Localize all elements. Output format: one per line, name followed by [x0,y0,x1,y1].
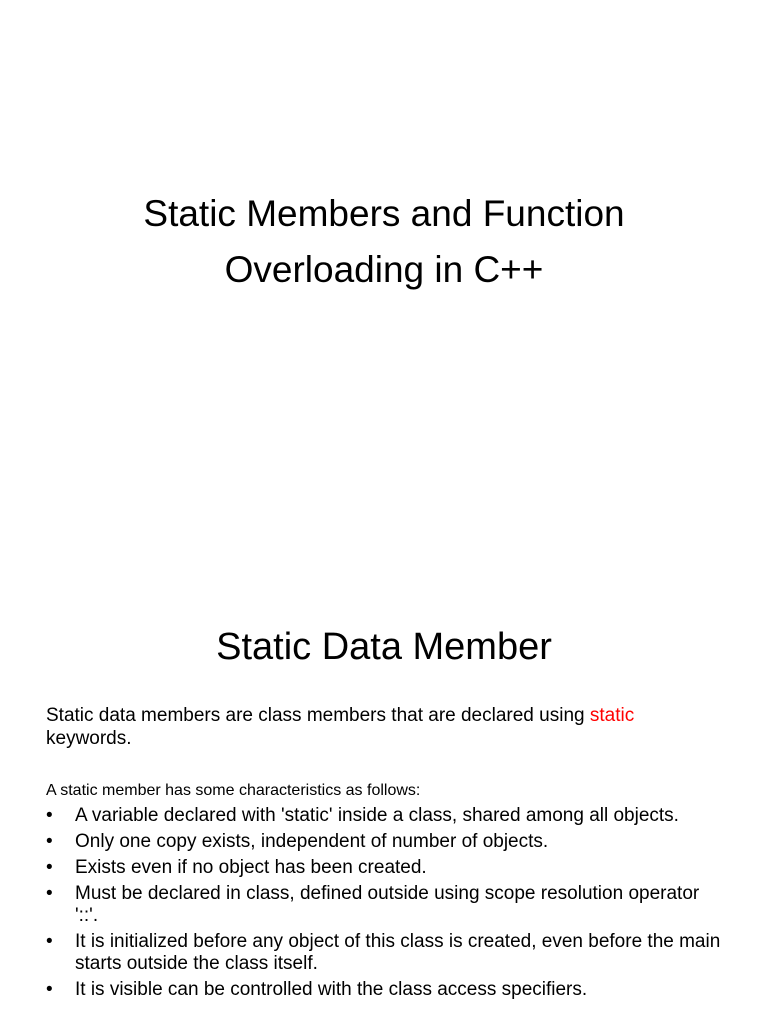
bullet-icon: • [46,805,53,826]
bullet-icon: • [46,931,53,952]
content-slide [0,576,768,1024]
list-item [46,931,726,975]
presentation-title-line-1: Static Members and Function [143,193,625,234]
presentation-title-line-2: Overloading in C++ [224,249,544,290]
bullet-icon: • [46,883,53,904]
intro-text-end: keywords. [46,728,132,749]
bullet-icon: • [46,831,53,852]
static-keyword: static [589,705,635,726]
list-item-text: Only one copy exists, independent of number of objects. [75,831,549,852]
bullet-icon: • [46,979,53,1000]
characteristics-list [46,805,726,1005]
slide-title: Static Data Member [216,626,552,668]
list-item [46,883,726,927]
presentation-title [0,186,768,298]
list-item [46,805,726,827]
list-item-text: Must be declared in class, defined outside using scope resolution operator '::'. [75,883,700,926]
intro-text: Static data members are class members that are declared using [46,705,590,726]
intro-paragraph [46,704,726,750]
bullet-icon: • [46,857,53,878]
characteristics-heading: A static member has some characteristics as follows: [46,782,421,799]
list-item [46,831,726,853]
list-item [46,979,726,1001]
list-item-text: It is initialized before any object of this class is created, even before the main starts outside the class itself. [75,931,721,974]
list-item-text: Exists even if no object has been created. [75,857,427,878]
list-item-text: A variable declared with 'static' inside a class, shared among all objects. [75,805,679,826]
list-item [46,857,726,879]
list-item-text: It is visible can be controlled with the class access specifiers. [75,979,588,1000]
